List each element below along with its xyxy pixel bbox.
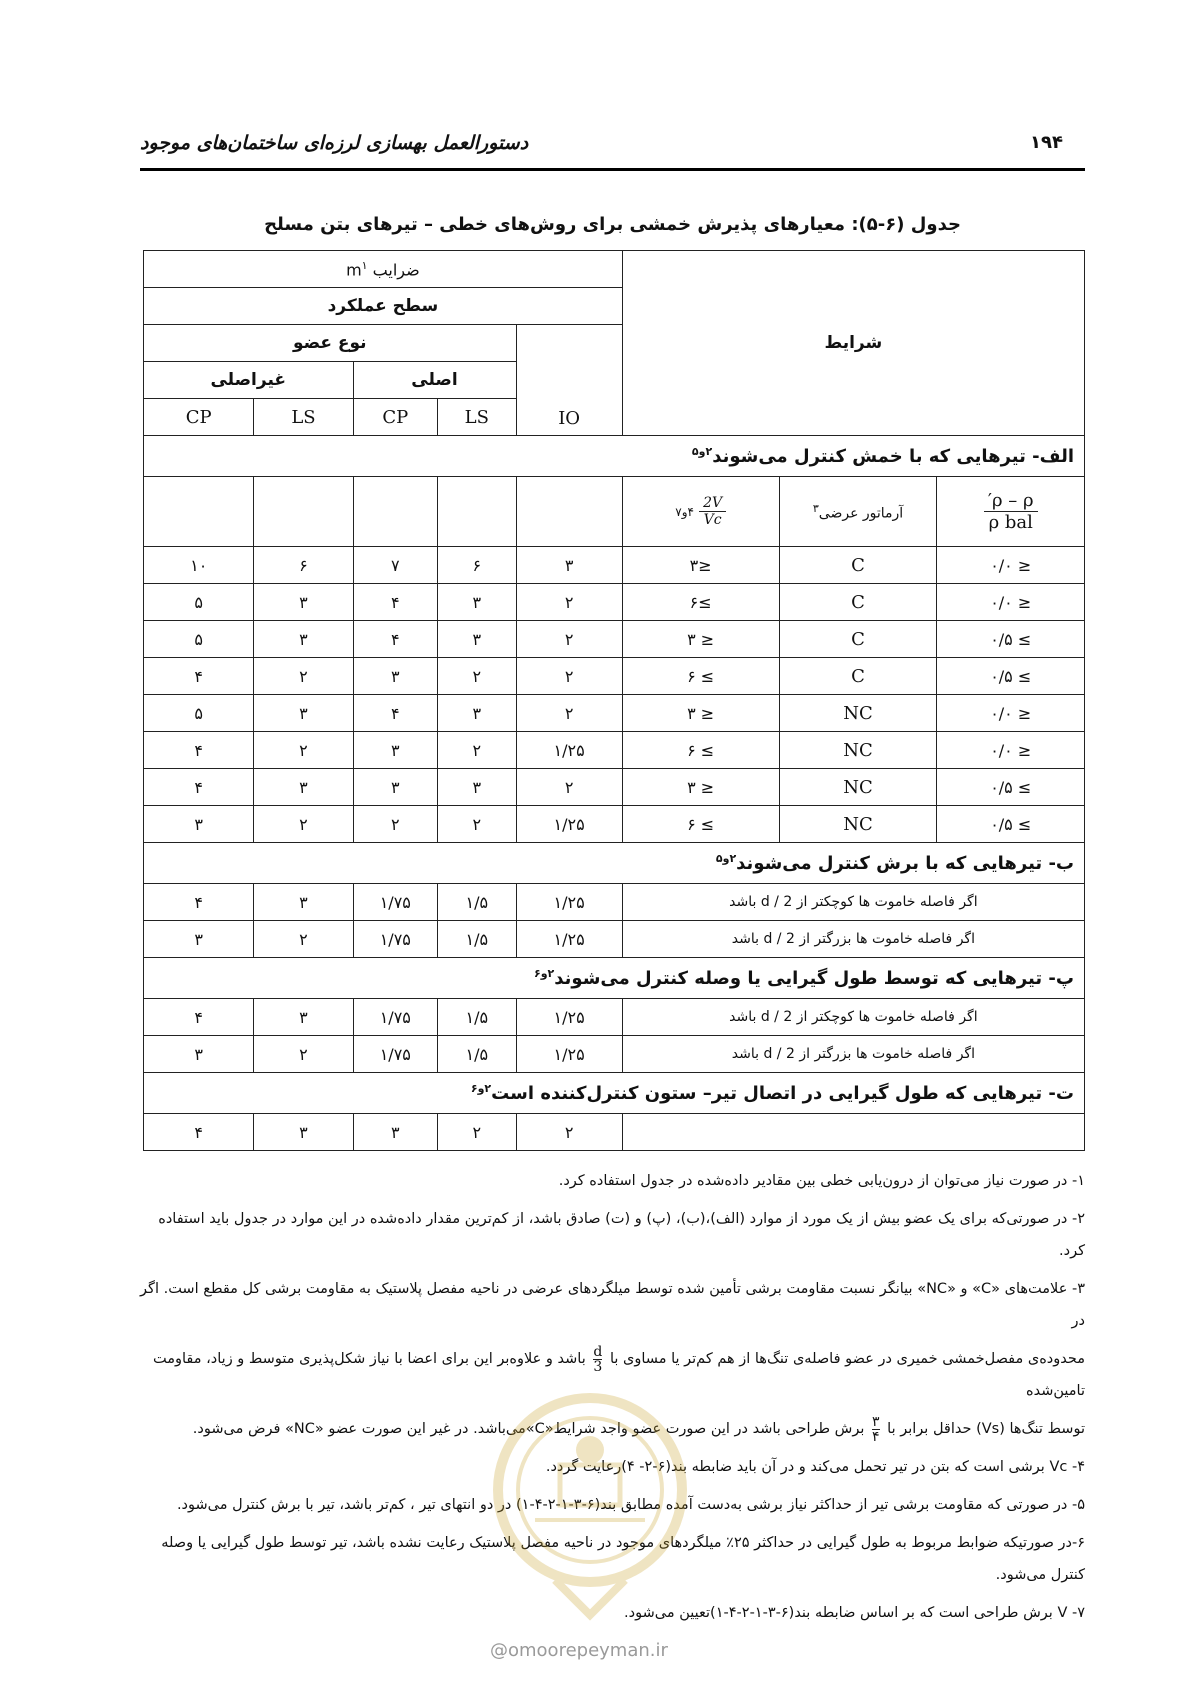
table-row [144, 769, 1085, 806]
section-b-sup: ۲و۵ [715, 852, 737, 865]
secondary-cp-value: ۳ [144, 1036, 254, 1073]
footnote-1: ۱- در صورت نیاز می‌توان از درون‌یابی خطی بین مقادیر داده‌شده در جدول استفاده کرد. [558, 1173, 1085, 1189]
primary-ls-value: ۱/۵ [438, 1036, 516, 1073]
io-value: ۱/۲۵ [516, 1036, 622, 1073]
primary-ls-value: ۲ [438, 732, 516, 769]
table-row [144, 999, 1085, 1036]
secondary-cp-value: ۵ [144, 584, 254, 621]
section-d-row [144, 1114, 1085, 1151]
primary-ls-value: ۳ [438, 769, 516, 806]
primary-ls-header: LS [438, 399, 516, 436]
shear-ratio-cell: ≤ ۳ [622, 769, 779, 806]
secondary-cp-value: ۵ [144, 695, 254, 732]
section-b-label: ب- تیرهایی که با برش کنترل می‌شوند [736, 853, 1074, 874]
transverse-reinforcement-header [779, 477, 937, 547]
section-a-sup: ۲و۵ [691, 445, 713, 458]
footnote-2: ۲- در صورتی‌که برای یک عضو بیش از یک مورد از موارد (الف)،(ب)، (پ) و (ت) صادق باشد، از کم‌ترین مقدار داده‌شده در این موارد در جدول باید استفاده کرد. [158, 1211, 1085, 1259]
section-d-sup: ۲و۶ [470, 1082, 492, 1095]
transverse-sup: ۳ [812, 501, 819, 515]
page-number: ۱۹۴ [1030, 132, 1063, 153]
primary-cp-value: ۴ [353, 621, 438, 658]
primary-cp-value: ۲ [353, 806, 438, 843]
shear-ratio-cell: ≤۳ [622, 547, 779, 584]
secondary-ls-value: ۳ [254, 999, 353, 1036]
transverse-reinforcement-cell: C [779, 547, 937, 584]
shear-ratio-header [622, 477, 779, 547]
shear-ratio-fraction [699, 495, 726, 528]
footnote-3b-text-2: باشد و علاوه‌بر این برای اعضا با نیاز شکل‌پذیری متوسط و زیاد، مقاومت تامین‌شده [152, 1351, 1085, 1399]
secondary-ls-value: ۳ [254, 769, 353, 806]
rho-ratio-fraction [984, 490, 1038, 533]
primary-ls-value: ۱/۵ [438, 884, 516, 921]
primary-cp-value: ۳ [353, 732, 438, 769]
footnote-3b-fraction [593, 1345, 602, 1374]
primary-ls-value: ۱/۵ [438, 921, 516, 958]
table-row [144, 621, 1085, 658]
secondary-cp-value: ۴ [144, 1114, 254, 1151]
performance-level-header: سطح عملکرد [144, 288, 623, 325]
fraction-top: d [593, 1343, 603, 1360]
rho-ratio-numerator: ρ – ρ′ [984, 490, 1038, 512]
footnote-5: ۵- در صورتی که مقاومت برشی تیر از حداکثر نیاز برشی به‌دست آمده مطابق بند(۶-۳-۱-۲-۴-۱) در دو انتهای تیر ، کم‌تر باشد، تیر با برش کنترل می‌شود. [176, 1497, 1085, 1513]
secondary-ls-value: ۲ [254, 658, 353, 695]
io-value: ۲ [516, 584, 622, 621]
primary-cp-value: ۳ [353, 769, 438, 806]
secondary-ls-value: ۲ [254, 921, 353, 958]
io-value: ۲ [516, 695, 622, 732]
secondary-cp-value: ۳ [144, 921, 254, 958]
secondary-ls-value: ۳ [254, 695, 353, 732]
io-value: ۱/۲۵ [516, 921, 622, 958]
footnote-7: ۷- V برش طراحی است که بر اساس ضابطه بند(۶-۳-۱-۲-۴-۱)تعیین می‌شود. [624, 1605, 1085, 1621]
header-rule [140, 168, 1085, 171]
conditions-header: شرایط [622, 251, 1084, 436]
rho-condition-cell: ≤ ۰/۰ [937, 695, 1085, 732]
primary-ls-value: ۲ [438, 658, 516, 695]
primary-cp-header: CP [353, 399, 438, 436]
primary-ls-value: ۶ [438, 547, 516, 584]
shear-ratio-cell: ≤ ۳ [622, 621, 779, 658]
rho-condition-cell: ≤ ۰/۰ [937, 732, 1085, 769]
secondary-cp-value: ۴ [144, 884, 254, 921]
secondary-ls-value: ۳ [254, 584, 353, 621]
empty-cell [438, 477, 516, 547]
running-title: دستورالعمل بهسازی لرزه‌ای ساختمان‌های موجود [140, 132, 529, 154]
section-c-rows [144, 999, 1085, 1073]
primary-ls-value: ۳ [438, 695, 516, 732]
table-row [144, 584, 1085, 621]
section-d-label: ت- تیرهایی که طول گیرایی در اتصال تیر– ستون کنترل‌کننده است [491, 1083, 1074, 1104]
fraction-top: ۳ [872, 1413, 880, 1430]
secondary-cp-value: ۱۰ [144, 547, 254, 584]
footnote-3b-text-1: محدوده‌ی مفصل‌خمشی خمیری در عضو فاصله‌ی تنگ‌ها از هم کم‌تر یا مساوی با [609, 1351, 1085, 1367]
io-value: ۱/۲۵ [516, 732, 622, 769]
footnote-3a: ۳- علامت‌های «C» و «NC» بیانگر نسبت مقاومت برشی تأمین شده توسط میلگردهای عرضی در ناحیه مفصل پلاستیک به مقاومت برشی کل مقطع است. اگر در [140, 1281, 1085, 1329]
secondary-ls-header: LS [254, 399, 353, 436]
empty-cell [254, 477, 353, 547]
empty-cell [144, 477, 254, 547]
io-value: ۲ [516, 621, 622, 658]
transverse-reinforcement-cell: NC [779, 732, 937, 769]
primary-cp-value: ۳ [353, 1114, 438, 1151]
shear-ratio-cell: ≥ ۶ [622, 806, 779, 843]
empty-cell [353, 477, 438, 547]
section-d-title [144, 1073, 1085, 1114]
rho-condition-cell: ≥ ۰/۵ [937, 621, 1085, 658]
table-caption: جدول (۶-۵): معیارهای پذیرش خمشی برای روش‌های خطی – تیرهای بتن مسلح [264, 214, 961, 235]
secondary-ls-value: ۳ [254, 621, 353, 658]
secondary-cp-value: ۴ [144, 999, 254, 1036]
primary-cp-value: ۴ [353, 584, 438, 621]
io-value: ۱/۲۵ [516, 806, 622, 843]
io-value: ۲ [516, 1114, 622, 1151]
table-row [144, 921, 1085, 958]
watermark-site-text: @omoorepeyman.ir [490, 1640, 668, 1661]
secondary-cp-value: ۴ [144, 658, 254, 695]
footnote-4: ۴- Vc برشی است که بتن در تیر تحمل می‌کند و در آن باید ضابطه بند(۶-۲- ۴)رعایت گردد. [545, 1459, 1085, 1475]
fraction-bottom: 3 [593, 1358, 603, 1375]
table-row [144, 658, 1085, 695]
secondary-ls-value: ۲ [254, 806, 353, 843]
footnote-3c-fraction [872, 1415, 880, 1444]
primary-cp-value: ۳ [353, 658, 438, 695]
primary-ls-value: ۲ [438, 806, 516, 843]
primary-ls-value: ۳ [438, 584, 516, 621]
fraction-bottom: ۴ [872, 1428, 880, 1445]
table-row [144, 695, 1085, 732]
primary-ls-value: ۲ [438, 1114, 516, 1151]
rho-condition-cell: ≥ ۰/۵ [937, 769, 1085, 806]
shear-ratio-cell: ≤ ۳ [622, 695, 779, 732]
coefficients-header [144, 251, 623, 288]
shear-ratio-cell: ≥ ۶ [622, 658, 779, 695]
section-a-rows [144, 547, 1085, 843]
primary-cp-value: ۱/۷۵ [353, 884, 438, 921]
secondary-cp-header: CP [144, 399, 254, 436]
footnote-6: ۶-در صورتیکه ضوابط مربوط به طول گیرایی در حداکثر ۲۵٪ میلگردهای موجود در ناحیه مفصل پلاستیک رعایت نشده باشد، تیر توسط طول گیرایی یا وصله کنترل می‌شود. [161, 1535, 1085, 1583]
transverse-reinforcement-cell: C [779, 584, 937, 621]
section-b-rows [144, 884, 1085, 958]
section-a-label: الف- تیرهایی که با خمش کنترل می‌شوند [712, 446, 1074, 467]
io-value: ۱/۲۵ [516, 884, 622, 921]
coefficients-sup: ۱ [361, 258, 368, 272]
empty-cell [516, 477, 622, 547]
secondary-ls-value: ۳ [254, 884, 353, 921]
section-c-sup: ۲و۶ [533, 967, 555, 980]
primary-cp-value: ۱/۷۵ [353, 1036, 438, 1073]
transverse-reinforcement-cell: NC [779, 769, 937, 806]
transverse-reinforcement-cell: NC [779, 695, 937, 732]
secondary-ls-value: ۳ [254, 1114, 353, 1151]
primary-cp-value: ۷ [353, 547, 438, 584]
table-row [144, 732, 1085, 769]
transverse-reinforcement-cell: NC [779, 806, 937, 843]
rho-condition-cell: ≥ ۰/۵ [937, 806, 1085, 843]
transverse-reinforcement-cell: C [779, 621, 937, 658]
shear-ratio-sup: ۴و۷ [675, 505, 694, 519]
stirrup-spacing-condition: اگر فاصله خاموت ها کوچکتر از d / 2 باشد [622, 999, 1084, 1036]
io-value: ۱/۲۵ [516, 999, 622, 1036]
io-value: ۳ [516, 547, 622, 584]
io-value: ۲ [516, 769, 622, 806]
stirrup-spacing-condition: اگر فاصله خاموت ها بزرگتر از d / 2 باشد [622, 1036, 1084, 1073]
rho-ratio-denominator: ρ bal [988, 512, 1033, 533]
transverse-label: آرماتور عرضی [818, 505, 904, 522]
watermark-seal-logo [485, 1380, 695, 1630]
table-row [144, 806, 1085, 843]
secondary-cp-value: ۳ [144, 806, 254, 843]
section-c-label: پ- تیرهایی که توسط طول گیرایی یا وصله کنترل می‌شوند [554, 968, 1074, 989]
rho-ratio-header [937, 477, 1085, 547]
member-type-header: نوع عضو [144, 325, 517, 362]
table-row [144, 547, 1085, 584]
shear-ratio-numerator: 2V [699, 495, 726, 512]
footnote-3c-text-2: برش طراحی باشد در این صورت عضو واجد شرایط«C»می‌باشد. در غیر این صورت عضو «NC» فرض می‌شود. [192, 1421, 865, 1437]
empty-condition-cell [622, 1114, 1084, 1151]
table-row [144, 1036, 1085, 1073]
rho-condition-cell: ≤ ۰/۰ [937, 584, 1085, 621]
section-c-title [144, 958, 1085, 999]
stirrup-spacing-condition: اگر فاصله خاموت ها بزرگتر از d / 2 باشد [622, 921, 1084, 958]
primary-cp-value: ۱/۷۵ [353, 999, 438, 1036]
secondary-cp-value: ۴ [144, 769, 254, 806]
primary-ls-value: ۳ [438, 621, 516, 658]
primary-cp-value: ۱/۷۵ [353, 921, 438, 958]
io-value: ۲ [516, 658, 622, 695]
primary-header: اصلی [353, 362, 516, 399]
coefficients-label: ضرایب m [346, 260, 420, 280]
io-header: IO [516, 325, 622, 436]
secondary-cp-value: ۴ [144, 732, 254, 769]
rho-condition-cell: ≤ ۰/۰ [937, 547, 1085, 584]
footnote-3c-text-1: توسط تنگ‌ها (Vs) حداقل برابر با [887, 1421, 1085, 1437]
secondary-ls-value: ۲ [254, 732, 353, 769]
rho-condition-cell: ≥ ۰/۵ [937, 658, 1085, 695]
secondary-cp-value: ۵ [144, 621, 254, 658]
shear-ratio-denominator: Vc [703, 512, 722, 528]
primary-ls-value: ۱/۵ [438, 999, 516, 1036]
section-a-title [144, 436, 1085, 477]
secondary-header: غیراصلی [144, 362, 354, 399]
primary-cp-value: ۴ [353, 695, 438, 732]
secondary-ls-value: ۶ [254, 547, 353, 584]
stirrup-spacing-condition: اگر فاصله خاموت ها کوچکتر از d / 2 باشد [622, 884, 1084, 921]
shear-ratio-cell: ≥۶ [622, 584, 779, 621]
section-b-title [144, 843, 1085, 884]
secondary-ls-value: ۲ [254, 1036, 353, 1073]
acceptance-criteria-table [143, 250, 1085, 1151]
shear-ratio-cell: ≥ ۶ [622, 732, 779, 769]
table-row [144, 884, 1085, 921]
transverse-reinforcement-cell: C [779, 658, 937, 695]
